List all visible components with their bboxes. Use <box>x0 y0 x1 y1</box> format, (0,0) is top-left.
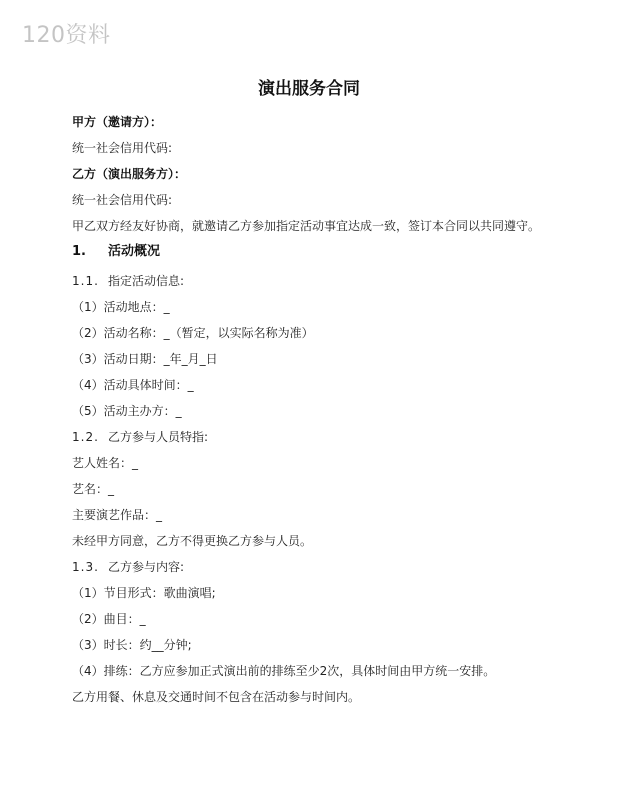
subsection-1-2-number: 1.2. <box>72 430 99 444</box>
list-item: （3）时长：约__分钟; <box>72 638 192 652</box>
subsection-1-2-label: 乙方参与人员特指: <box>108 430 209 444</box>
party-a-credit-code: 统一社会信用代码: <box>72 141 173 155</box>
list-item: （2）活动名称：_（暂定，以实际名称为准） <box>72 326 314 340</box>
subsection-1-3-label: 乙方参与内容: <box>108 560 185 574</box>
list-item: （2）曲目：_ <box>72 612 146 626</box>
party-b-label: 乙方（演出服务方）： <box>72 167 187 181</box>
page-title: 演出服务合同 <box>258 79 360 99</box>
section-1-title: 活动概况 <box>108 244 161 259</box>
stage-name-line: 艺名：_ <box>72 482 115 496</box>
subsection-1-1-number: 1.1. <box>72 274 99 288</box>
list-item: （3）活动日期：_年_月_日 <box>72 352 218 366</box>
time-exclusion-note: 乙方用餐、休息及交通时间不包含在活动参与时间内。 <box>72 690 361 704</box>
subsection-1-3-number: 1.3. <box>72 560 99 574</box>
subsection-1-2 <box>72 429 208 445</box>
section-1-heading <box>72 244 160 260</box>
main-works-line: 主要演艺作品：_ <box>72 508 163 522</box>
subsection-1-3 <box>72 559 184 575</box>
replacement-clause: 未经甲方同意，乙方不得更换乙方参与人员。 <box>72 534 313 548</box>
artist-name-line: 艺人姓名：_ <box>72 456 139 470</box>
list-item: （1）节目形式：歌曲演唱; <box>72 586 216 600</box>
list-item: （1）活动地点：_ <box>72 300 170 314</box>
watermark: 120资料 <box>22 23 111 48</box>
intro-paragraph: 甲乙双方经友好协商，就邀请乙方参加指定活动事宜达成一致，签订本合同以共同遵守。 <box>72 219 541 233</box>
list-item: （5）活动主办方：_ <box>72 404 182 418</box>
list-item: （4）排练：乙方应参加正式演出前的排练至少2次，具体时间由甲方统一安排。 <box>72 664 496 678</box>
party-a-label: 甲方（邀请方）： <box>72 115 163 129</box>
list-item: （4）活动具体时间：_ <box>72 378 194 392</box>
section-1-number: 1. <box>72 244 86 259</box>
subsection-1-1-label: 指定活动信息: <box>108 274 185 288</box>
subsection-1-1 <box>72 273 184 289</box>
party-b-credit-code: 统一社会信用代码: <box>72 193 173 207</box>
